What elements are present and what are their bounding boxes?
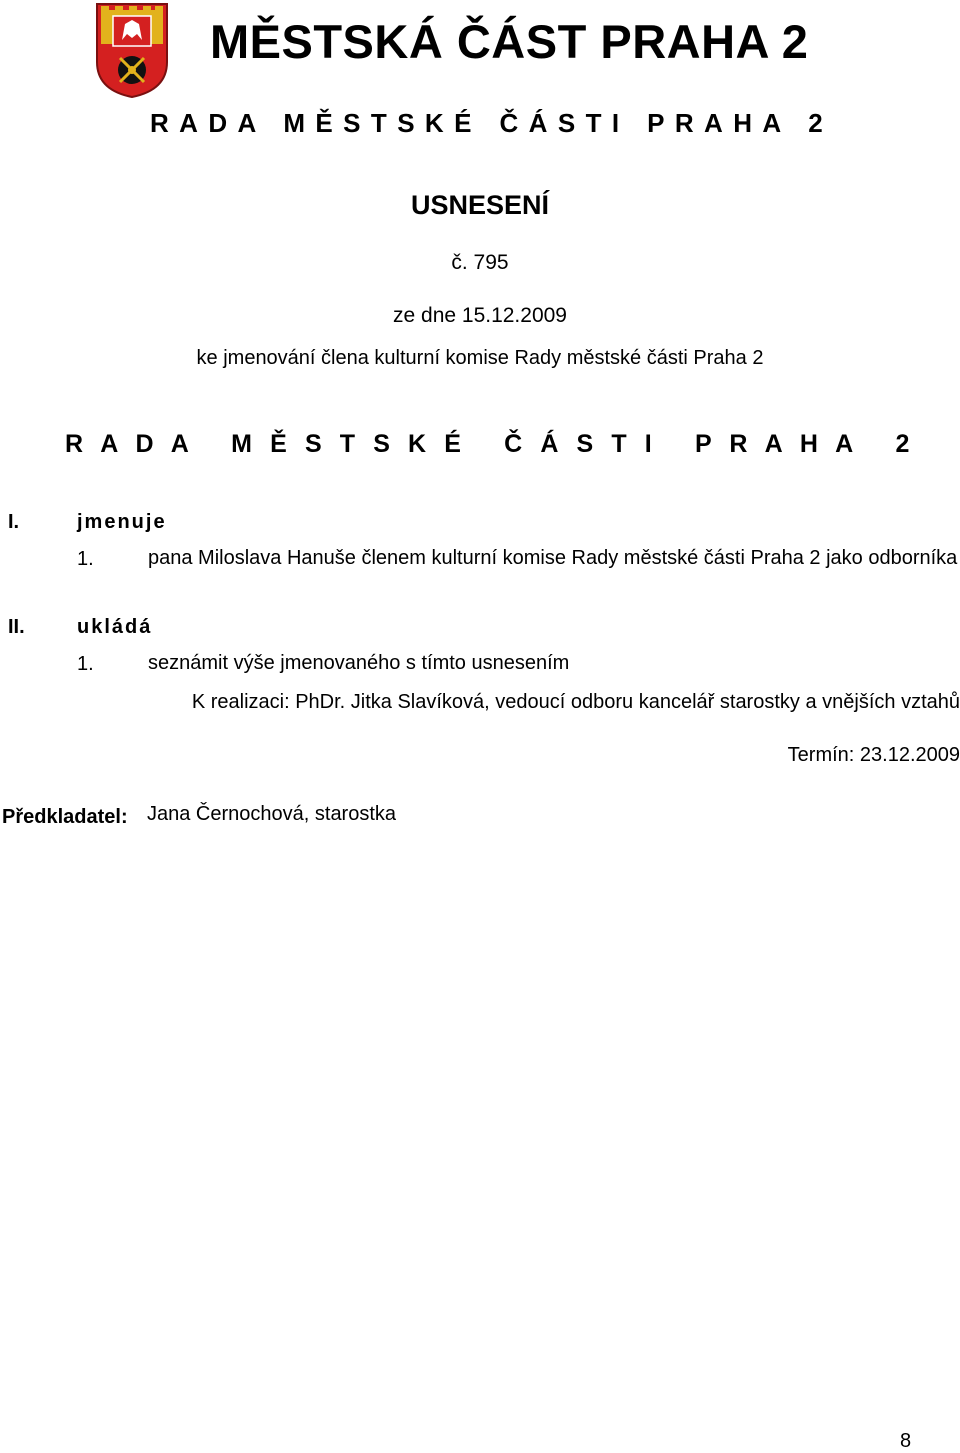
page-number: 8 xyxy=(900,1430,912,1452)
responsible-person: K realizaci: PhDr. Jitka Slavíková, vedoucí odboru kancelář starostky a vnějších vztahů xyxy=(191,691,960,713)
item-text: seznámit výše jmenovaného s tímto usnesením xyxy=(148,652,570,674)
section-verb: ukládá xyxy=(77,616,153,638)
section-verb: jmenuje xyxy=(77,511,167,533)
resolution-date: ze dne 15.12.2009 xyxy=(393,304,567,327)
prague-2-coat-of-arms-icon xyxy=(95,2,169,98)
council-heading: R A D A M Ě S T S K É Č Á S T I P R A H A 2 xyxy=(64,430,916,458)
resolution-subject: ke jmenování člena kulturní komise Rady městské části Praha 2 xyxy=(196,347,764,369)
deadline: Termín: 23.12.2009 xyxy=(787,744,960,766)
submitter-label: Předkladatel: xyxy=(2,806,128,828)
logo-subtitle: RADA MĚSTSKÉ ČÁSTI PRAHA 2 xyxy=(150,108,834,138)
item-number: 1. xyxy=(77,548,94,570)
item-number: 1. xyxy=(77,653,94,675)
logo-title: MĚSTSKÁ ČÁST PRAHA 2 xyxy=(210,15,809,68)
section-number: I. xyxy=(8,511,20,533)
resolution-number: č. 795 xyxy=(451,251,509,274)
submitter-name: Jana Černochová, starostka xyxy=(147,803,397,825)
item-text: pana Miloslava Hanuše členem kulturní komise Rady městské části Praha 2 jako odborníka xyxy=(148,547,958,569)
document-title: USNESENÍ xyxy=(410,190,550,220)
section-number: II. xyxy=(8,616,25,638)
